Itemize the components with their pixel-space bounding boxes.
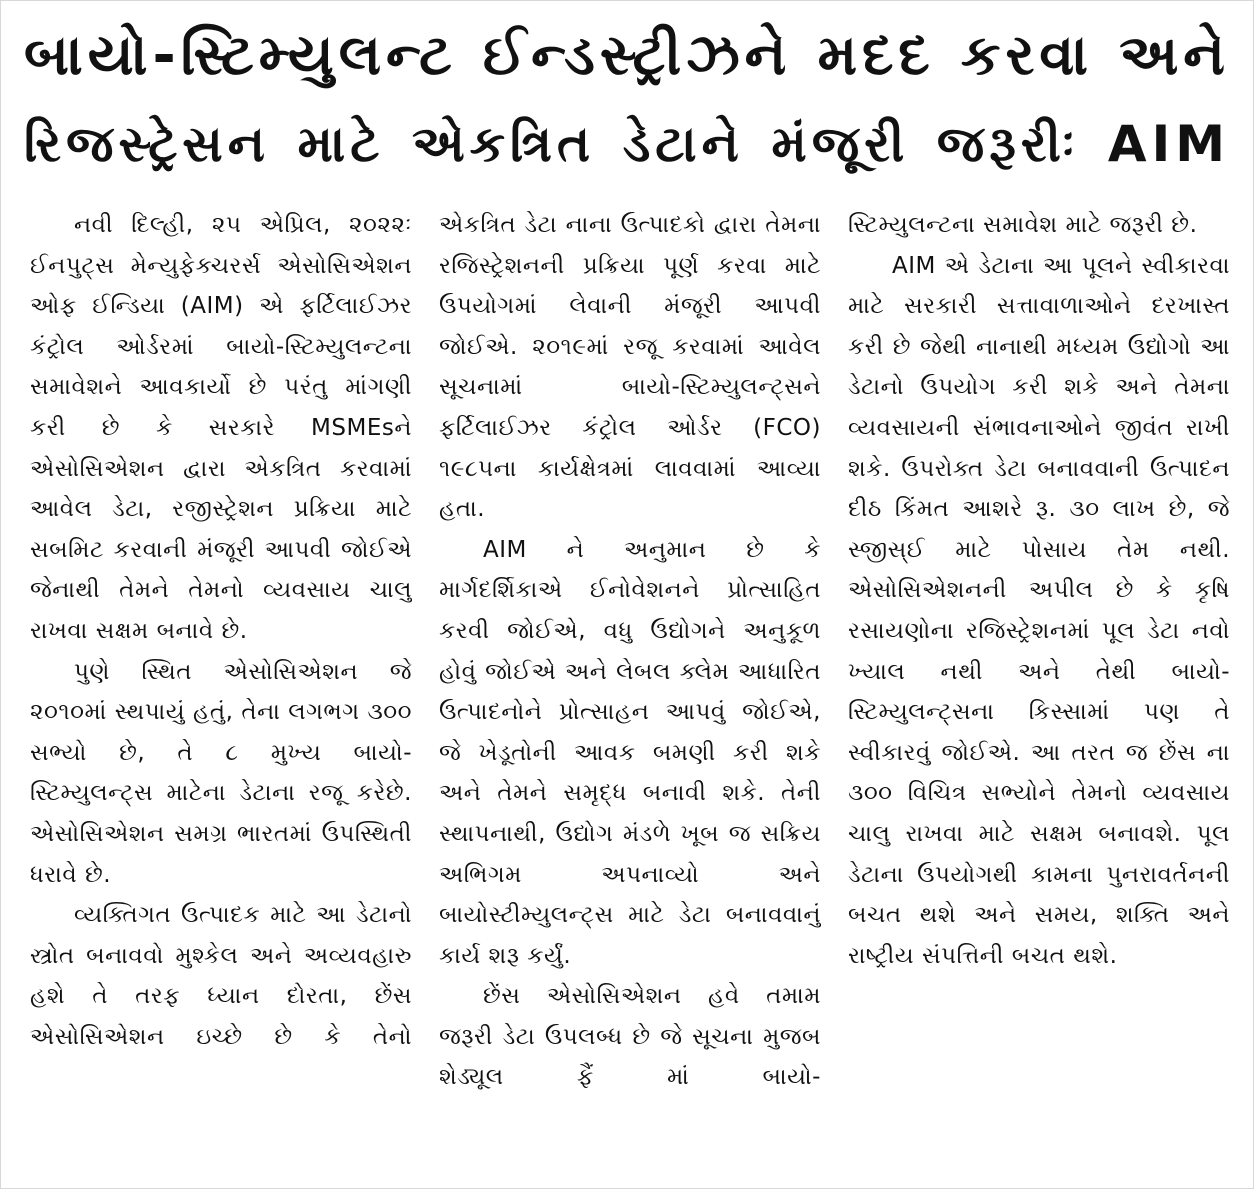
headline-line-2: રિજસ્ટ્રેસન માટે એકત્રિત ડેટાને મંજૂરી જરૂરીઃ AIM [24, 115, 1230, 173]
paragraph: નવી દિલ્હી, ૨૫ એપ્રિલ, ૨૦૨૨ઃ ઈનપુટ્સ મેન્યુફેક્ચરર્સ એસોસિએશન ઓફ ઈન્ડિયા (AIM) એ ફર્ટિલાઈઝર કંટ્રોલ ઓર્ડરમાં બાયો-સ્ટિમ્યુલન્ટના સમાવેશને આવકાર્યો છે પરંતુ માંગણી કરી છે કે સરકારે MSMEsને એસોસિએશન દ્વારા એકત્રિત કરવામાં આવેલ ડેટા, રજીસ્ટ્રેશન પ્રક્રિયા માટે સબમિટ કરવાની મંજૂરી આપવી જોઈએ જેનાથી તેમને તેમનો વ્યવસાય ચાલુ રાખવા સક્ષમ બનાવે છે. [30, 212, 412, 644]
paragraph: પુણે સ્થિત એસોસિએશન જે ૨૦૧૦માં સ્થપાયું હતું, તેના લગભગ ૩૦૦ સભ્યો છે, તે ૮ મુખ્ય બાયો-સ્ટિમ્યુલન્ટ્સ માટેના ડેટાના રજૂ કરેછે. એસોસિએશન સમગ્ર ભારતમાં ઉપસ્થિતી ધરાવે છે. [30, 658, 412, 888]
paragraph: છેંસ એસોસિએશન હવે તમામ જરૂરી ડેટા ઉપલબ્ધ છે જે સૂચના મુજબ શેડ્યૂલ ફૈં માં બાયો- [439, 983, 821, 1091]
headline-line-1: બાયો-સ્ટિમ્યુલન્ટ ઈન્ડસ્ટ્રીઝને મદદ કરવા અને [24, 23, 1230, 88]
paragraph: સ્ટિમ્યુલન્ટના સમાવેશ માટે જરૂરી છે. [848, 212, 1198, 238]
paragraph: AIM ને અનુમાન છે કે માર્ગદર્શિકાએ ઈનોવેશનને પ્રોત્સાહિત કરવી જોઈએ, વધુ ઉદ્યોગને અનુકૂળ હોવું જોઈએ અને લેબલ ક્લેમ આધારિત ઉત્પાદનોને પ્રોત્સાહન આપવું જોઈએ, જે ખેડૂતોની આવક બમણી કરી શકે અને તેમને સમૃદ્ધ બનાવી શકે. તેની સ્થાપનાથી, ઉદ્યોગ મંડળે ખૂબ જ સક્રિય અભિગમ અપનાવ્યો અને બાયોસ્ટીમ્યુલન્ટ્સ માટે ડેટા બનાવવાનું કાર્ય શરૂ કર્યું. [439, 536, 821, 969]
paragraph: વ્યક્તિગત ઉત્પાદક માટે આ ડેટાનો સ્ત્રોત બનાવવો મુશ્કેલ અને અવ્યવહારુ હશે તે તરફ ધ્યાન દોરતા, છેંસ એસોસિએશન ઇચ્છે છે કે તેનો [30, 902, 412, 1050]
headline [24, 12, 1230, 188]
paragraph: એકત્રિત ડેટા નાના ઉત્પાદકો દ્વારા તેમના રજિસ્ટ્રેશનની પ્રક્રિયા પૂર્ણ કરવા માટે ઉપયોગમાં લેવાની મંજૂરી આપવી જોઈએ. ૨૦૧૯માં રજૂ કરવામાં આવેલ સૂચનામાં બાયો-સ્ટિમ્યુલન્ટ્સને ફર્ટિલાઈઝર કંટ્રોલ ઓર્ડર (FCO) ૧૯૮૫ના કાર્યક્ષેત્રમાં લાવવામાં આવ્યા હતા. [439, 212, 821, 523]
paragraph: AIM એ ડેટાના આ પૂલને સ્વીકારવા માટે સરકારી સત્તાવાળાઓને દરખાસ્ત કરી છે જેથી નાનાથી મધ્યમ ઉદ્યોગો આ ડેટાનો ઉપયોગ કરી શકે અને તેમના વ્યવસાયની સંભાવનાઓને જીવંત રાખી શકે. ઉપરોક્ત ડેટા બનાવવાની ઉત્પાદન દીઠ કિંમત આશરે રૂ. ૩૦ લાખ છે, જે સ્જીસ્ઈ માટે પોસાય તેમ નથી. એસોસિએશનની અપીલ છે કે કૃષિ રસાયણોના રજિસ્ટ્રેશનમાં પૂલ ડેટા નવો ખ્યાલ નથી અને તેથી બાયો-સ્ટિમ્યુલન્ટ્સના કિસ્સામાં પણ તે સ્વીકારવું જોઈએ. આ તરત જ છેંસ ના ૩૦૦ વિચિત્ર સભ્યોને તેમનો વ્યવસાય ચાલુ રાખવા માટે સક્ષમ બનાવશે. પૂલ ડેટાના ઉપયોગથી કામના પુનરાવર્તનની બચત થશે અને સમય, શક્તિ અને રાષ્ટ્રીય સંપત્તિની બચત થશે. [848, 252, 1230, 969]
article-body [30, 205, 1230, 1175]
article-column-1 [30, 205, 412, 1175]
article-column-2 [439, 205, 821, 1175]
article-column-3 [848, 205, 1230, 1175]
